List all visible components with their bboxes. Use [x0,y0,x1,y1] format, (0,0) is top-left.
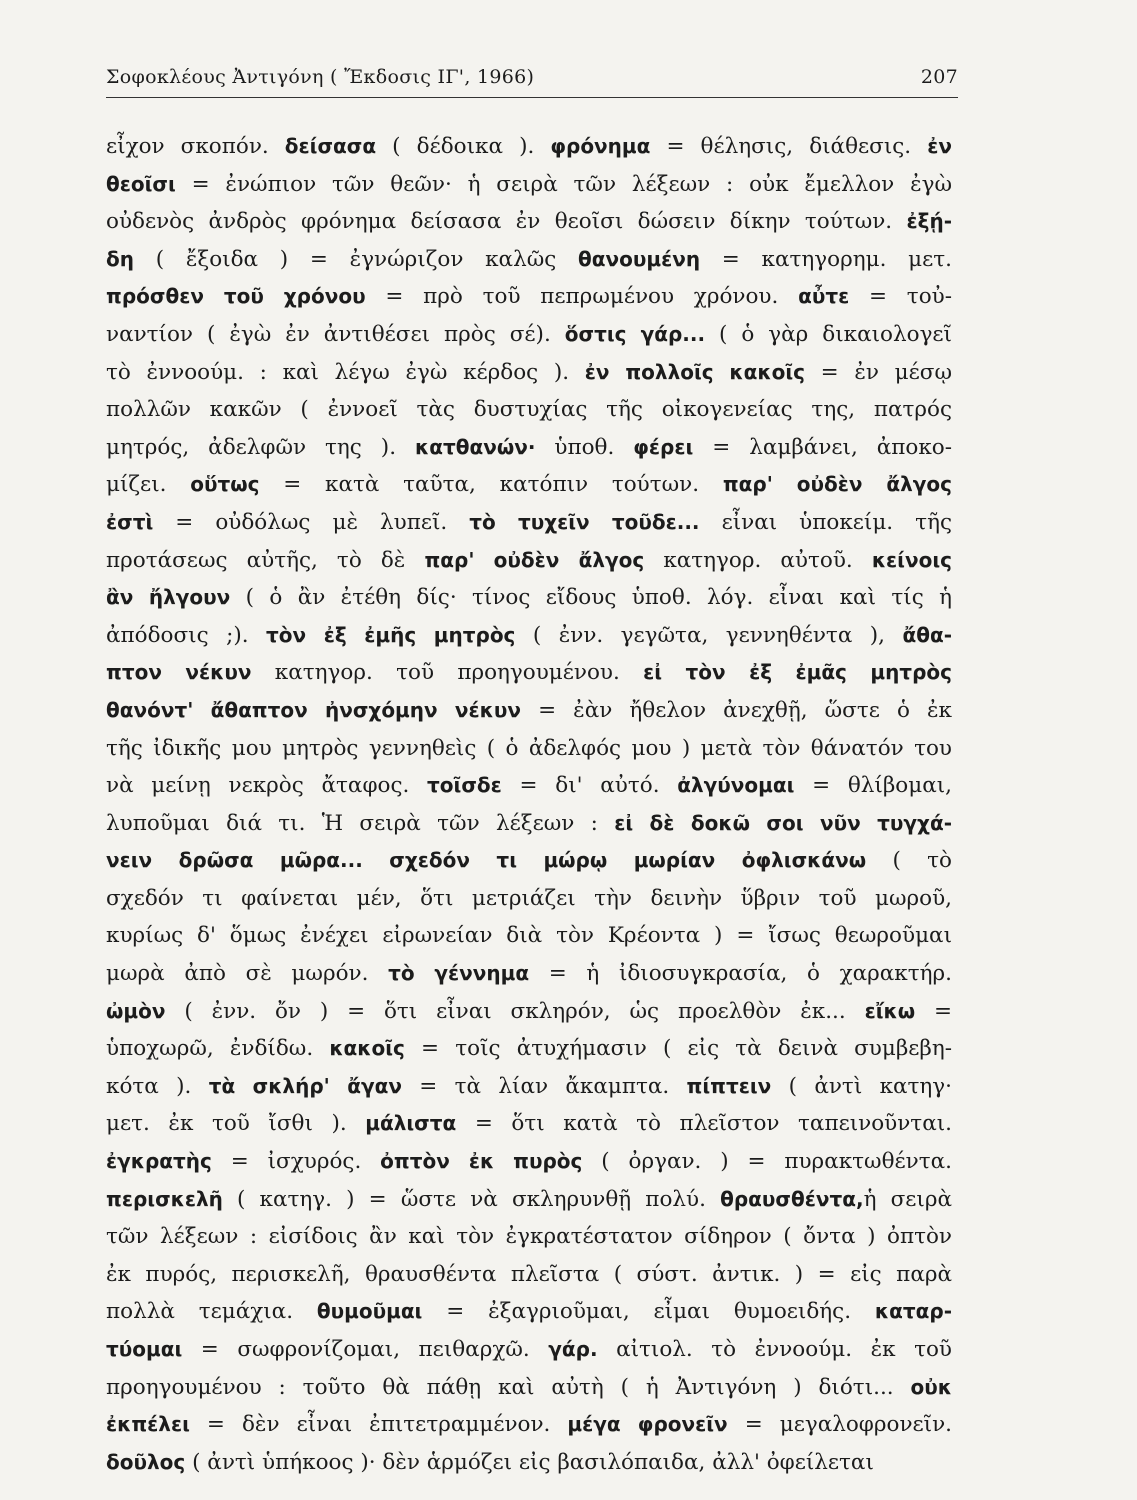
gloss-text: ( κατηγ. ) = ὥστε νὰ σκληρυνθῇ πολύ. [222,1186,721,1212]
lemma-term: κείνοις [871,547,952,572]
lemma-term: γάρ. [548,1337,598,1361]
text-line [106,278,952,316]
lemma-term: δη [106,246,134,271]
gloss-text: κατηγορ. αὐτοῦ. [644,547,872,573]
lemma-term: ἐν πολλοῖς κακοῖς [584,359,805,384]
gloss-text: προηγουμένου : τοῦτο θὰ πάθῃ καὶ αὐτὴ ( ἡ Ἀντιγόνη ) διότι... [106,1374,911,1400]
gloss-text: = ἰσχυρός. [211,1149,381,1175]
gloss-text: μητρός, ἀδελφῶν της ). [106,434,415,460]
page-number: 207 [920,66,958,88]
lemma-term: πτον νέκυν [106,660,252,685]
lemma-term: θυμοῦμαι [316,1299,423,1324]
gloss-text: = δὲν εἶναι ἐπιτετραμμένον. [189,1412,568,1438]
text-line [106,466,952,504]
gloss-text: ( ἔξοιδα ) = ἐγνώριζον καλῶς [133,246,579,272]
gloss-text: = ἐν μέσῳ [804,359,952,385]
text-line [106,1105,952,1143]
commentary-text [106,128,952,1481]
text-line [106,429,952,467]
lemma-term: αὖτε [798,284,850,309]
gloss-text: = θλίβομαι, [794,773,952,799]
gloss-text: ὑποχωρῶ, ἐνδίδω. [106,1036,330,1062]
text-line [106,617,952,655]
lemma-term: τὰ σκλήρ' ἄγαν [208,1073,402,1098]
lemma-term: οὐκ [910,1374,952,1399]
text-line [106,1369,952,1407]
gloss-text: ἡ σειρὰ [863,1186,952,1212]
lemma-term: εἴκω [864,998,916,1023]
gloss-text: ( ἐνν. γεγῶτα, γεννηθέντα ), [515,622,903,648]
gloss-text: τὸ ἐννοούμ. : καὶ λέγω ἐγὼ κέρδος ). [106,359,585,385]
gloss-text: κυρίως δ' ὅμως ἐνέχει εἰρωνείαν διὰ τὸν Κρέοντα ) = ἴσως θεωροῦμαι [106,923,952,949]
gloss-text: = τὰ λίαν ἄκαμπτα. [401,1073,687,1099]
text-line [106,917,952,955]
gloss-text: ἀπόδοσις ;). [106,622,267,648]
lemma-term: φέρει [633,434,694,459]
lemma-term: κατθανών· [415,434,536,459]
lemma-term: τὸ τυχεῖν τοῦδε... [469,509,700,534]
lemma-term: τὸ γέννημα [388,961,530,986]
gloss-text: πολλὰ τεμάχια. [106,1299,317,1325]
text-line [106,1406,952,1444]
lemma-term: ὀπτὸν ἐκ πυρὸς [380,1149,583,1174]
gloss-text: αἰτιολ. τὸ ἐννοούμ. ἐκ τοῦ [597,1337,952,1362]
gloss-text: εἶχον σκοπόν. [106,134,285,159]
lemma-term: ἀλγύνομαι [677,773,795,798]
page-header [106,62,958,96]
lemma-term: κακοῖς [329,1036,405,1061]
running-title: Σοφοκλέους Ἀντιγόνη ( Ἔκδοσις ΙΓ', 1966) [106,66,535,88]
text-line [106,730,952,768]
gloss-text: ὑποθ. [535,434,634,460]
text-line [106,842,952,880]
text-line [106,955,952,993]
gloss-text: τῆς ἰδικῆς μου μητρὸς γεννηθεὶς ( ὁ ἀδελφός μου ) μετὰ τὸν θάνατόν του [106,735,952,761]
gloss-text: λυποῦμαι διά τι. Ἡ σειρὰ τῶν λέξεων : [106,810,615,836]
text-line [106,1068,952,1106]
text-line [106,166,952,204]
gloss-text: = δι' αὐτό. [501,773,678,799]
text-line [106,880,952,918]
gloss-text: οὐδενὸς ἀνδρὸς φρόνημα δείσασα ἐν θεοῖσι δώσειν δίκην τούτων. [106,209,907,235]
lemma-term: ὅστις γάρ... [564,321,706,346]
gloss-text: ( ὁ γὰρ δικαιολογεῖ [705,321,952,347]
text-line [106,241,952,279]
gloss-text: ἐκ πυρός, περισκελῆ, θραυσθέντα πλεῖστα ( σύστ. ἀντικ. ) = εἰς παρὰ [106,1261,952,1287]
gloss-text: = σωφρονίζομαι, πειθαρχῶ. [182,1337,549,1362]
text-line [106,654,952,692]
gloss-text: μωρὰ ἀπὸ σὲ μωρόν. [106,961,389,987]
lemma-term: πίπτειν [686,1073,772,1098]
text-line [106,1143,952,1181]
text-line [106,128,952,166]
lemma-term: θανόντ' ἄθαπτον ἠνσχόμην νέκυν [106,697,521,722]
text-line [106,579,952,617]
lemma-term: θανουμένη [578,246,701,271]
gloss-text: ( ὀργαν. ) = πυρακτωθέντα. [582,1149,952,1175]
gloss-text: = τοῖς ἀτυχήμασιν ( εἰς τὰ δεινὰ συμβεβη- [404,1036,952,1062]
gloss-text: τῶν λέξεων : εἰσίδοις ἂν καὶ τὸν ἐγκρατέστατον σίδηρον ( ὄντα ) ὀπτὸν [106,1224,952,1250]
gloss-text: ( ὁ ἂν ἐτέθη δίς· τίνος εἴδους ὑποθ. λόγ. εἶναι καὶ τίς ἡ [230,585,952,611]
gloss-text: = λαμβάνει, ἀποκο- [693,434,953,460]
gloss-text: = [915,998,953,1024]
lemma-term: τὸν ἐξ ἐμῆς μητρὸς [266,622,516,647]
text-line [106,354,952,392]
gloss-text: εἶναι ὑποκείμ. τῆς [699,509,952,535]
gloss-text: = τοὐ- [849,284,952,310]
gloss-text: σχεδόν τι φαίνεται μέν, ὅτι μετριάζει τὴν δεινὴν ὕβριν τοῦ μωροῦ, [106,885,952,911]
gloss-text: = κατὰ ταῦτα, κατόπιν τούτων. [259,472,723,498]
gloss-text: προτάσεως αὐτῆς, τὸ δὲ [106,547,425,573]
gloss-text: κότα ). [106,1073,209,1099]
lemma-term: νειν δρῶσα μῶρα... σχεδόν τι μώρῳ μωρίαν ὀφλισκάνω [106,848,867,873]
text-line [106,542,952,580]
lemma-term: θραυσθέντα, [720,1186,864,1211]
lemma-term: περισκελῆ [106,1186,223,1211]
gloss-text: = μεγαλοφρονεῖν. [727,1412,952,1438]
gloss-text: = πρὸ τοῦ πεπρωμένου χρόνου. [365,284,799,310]
gloss-text: = θέλησις, διάθεσις. [650,134,928,159]
text-line [106,1218,952,1256]
gloss-text: ( ἀντὶ ὑπήκοος )· δὲν ἁρμόζει εἰς βασιλόπαιδα, ἀλλ' ὀφείλεται [185,1449,874,1475]
gloss-text: πολλῶν κακῶν ( ἐννοεῖ τὰς δυστυχίας τῆς οἰκογενείας της, πατρός [106,397,952,423]
lemma-term: ἂν ἤλγουν [106,585,231,610]
lemma-term: ἐγκρατὴς [106,1149,212,1174]
lemma-term: ὠμὸν [106,998,166,1023]
gloss-text: = ἐὰν ἤθελον ἀνεχθῇ, ὥστε ὁ ἐκ [520,697,952,723]
lemma-term: παρ' οὐδὲν ἄλγος [722,472,952,497]
gloss-text: ( ἀντὶ κατηγ· [771,1073,952,1099]
lemma-term: ἐν [927,134,952,158]
lemma-term: φρόνημα [550,134,651,158]
gloss-text: = ὅτι κατὰ τὸ πλεῖστον ταπεινοῦνται. [456,1111,952,1137]
lemma-term: μέγα φρονεῖν [567,1412,728,1437]
text-line [106,993,952,1031]
lemma-term: εἰ τὸν ἐξ ἐμᾶς μητρὸς [643,660,952,685]
gloss-text: μετ. ἐκ τοῦ ἴσθι ). [106,1111,366,1137]
lemma-term: τοῖσδε [427,773,502,798]
text-line [106,1256,952,1294]
header-rule [106,97,958,98]
lemma-term: ἐκπέλει [106,1412,190,1437]
text-line [106,767,952,805]
gloss-text: κατηγορ. τοῦ προηγουμένου. [251,660,644,686]
gloss-text: = ἐνώπιον τῶν θεῶν· ἡ σειρὰ τῶν λέξεων : οὐκ ἔμελλον ἐγὼ [175,171,952,197]
text-line [106,1181,952,1219]
text-line [106,692,952,730]
lemma-term: δοῦλος [106,1449,186,1474]
text-line [106,805,952,843]
lemma-term: καταρ- [874,1299,952,1324]
text-line [106,1331,952,1369]
text-line [106,1293,952,1331]
lemma-term: μάλιστα [365,1111,457,1136]
text-line [106,1444,952,1482]
lemma-term: πρόσθεν τοῦ χρόνου [106,284,366,309]
gloss-text: = κατηγορημ. μετ. [700,246,952,272]
text-line [106,316,952,354]
gloss-text: = ἡ ἰδιοσυγκρασία, ὁ χαρακτήρ. [529,961,952,987]
lemma-term: οὕτως [190,472,260,497]
gloss-text: = οὐδόλως μὲ λυπεῖ. [153,509,470,535]
text-line [106,504,952,542]
lemma-term: παρ' οὐδὲν ἄλγος [424,547,645,572]
gloss-text: ( ἐνν. ὄν ) = ὅτι εἶναι σκληρόν, ὡς προελθὸν ἐκ... [165,998,865,1024]
text-line [106,203,952,241]
lemma-term: τύομαι [106,1337,183,1361]
gloss-text: ( δέδοικα ). [376,134,551,159]
lemma-term: εἰ δὲ δοκῶ σοι νῦν τυγχά- [614,810,952,835]
lemma-term: ἐστὶ [106,509,154,534]
gloss-text: νὰ μείνῃ νεκρὸς ἄταφος. [106,773,428,799]
lemma-term: θεοῖσι [106,171,176,196]
lemma-term: ἐξῄ- [906,209,952,234]
gloss-text: μίζει. [106,472,191,498]
gloss-text: = ἐξαγριοῦμαι, εἶμαι θυμοειδής. [422,1299,875,1325]
lemma-term: δείσασα [284,134,377,158]
gloss-text: ( τὸ [866,848,952,874]
lemma-term: ἄθα- [902,622,952,647]
gloss-text: ναντίον ( ἐγὼ ἐν ἀντιθέσει πρὸς σέ). [106,321,565,347]
text-line [106,391,952,429]
text-line [106,1030,952,1068]
